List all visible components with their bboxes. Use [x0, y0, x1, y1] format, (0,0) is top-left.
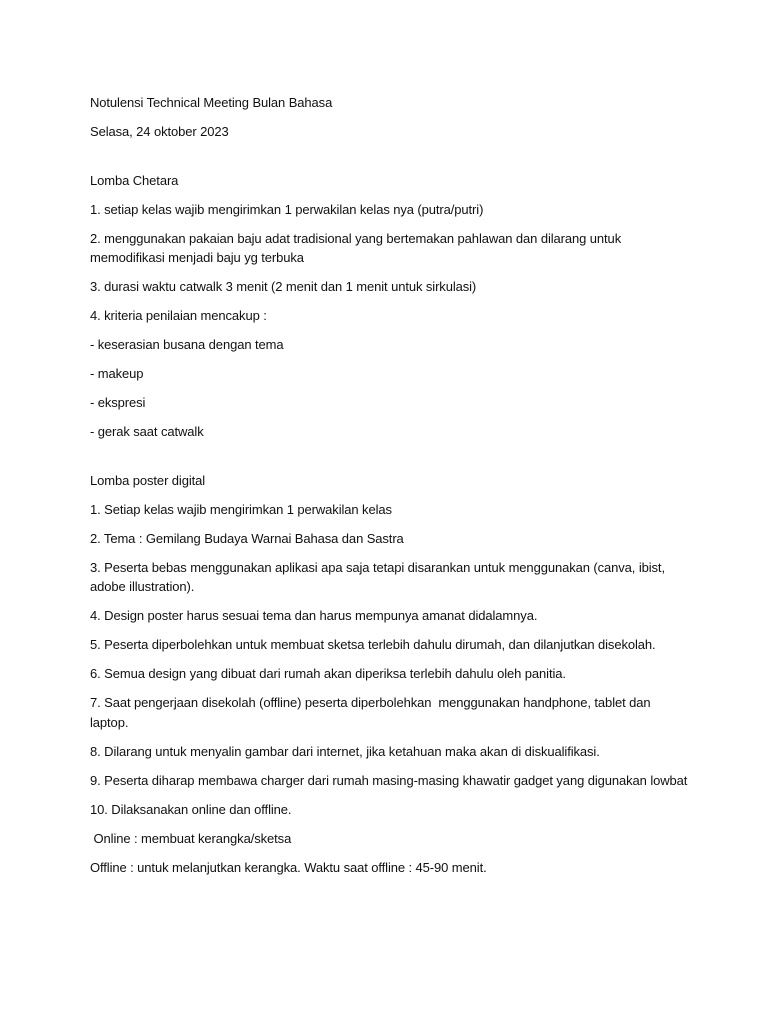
- section-heading: Lomba Chetara: [90, 172, 179, 188]
- list-item: 10. Dilaksanakan online dan offline.: [90, 801, 292, 817]
- list-item: Online : membuat kerangka/sketsa: [90, 830, 292, 846]
- list-item: 9. Peserta diharap membawa charger dari rumah masing-masing khawatir gadget yang digunakan lowbat: [90, 772, 688, 788]
- list-item: 2. menggunakan pakaian baju adat tradisional yang bertemakan pahlawan dan dilarang untuk memodifikasi menjadi baju yg terbuka: [90, 230, 625, 265]
- list-item: 6. Semua design yang dibuat dari rumah akan diperiksa terlebih dahulu oleh panitia.: [90, 666, 566, 681]
- list-item: 8. Dilarang untuk menyalin gambar dari internet, jika ketahuan maka akan di diskualifikasi.: [90, 743, 600, 759]
- list-item: Offline : untuk melanjutkan kerangka. Waktu saat offline : 45-90 menit.: [90, 859, 487, 875]
- document-date: Selasa, 24 oktober 2023: [90, 124, 229, 139]
- list-item: - gerak saat catwalk: [90, 424, 204, 439]
- list-item: - keserasian busana dengan tema: [90, 337, 284, 352]
- document-title: Notulensi Technical Meeting Bulan Bahasa: [90, 95, 333, 110]
- list-item: 5. Peserta diperbolehkan untuk membuat sketsa terlebih dahulu dirumah, dan dilanjutkan disekolah.: [90, 637, 656, 652]
- list-item: 1. Setiap kelas wajib mengirimkan 1 perwakilan kelas: [90, 501, 392, 517]
- list-item: 7. Saat pengerjaan disekolah (offline) peserta diperbolehkan menggunakan handphone, tablet dan laptop.: [90, 695, 655, 730]
- list-item: - makeup: [90, 366, 144, 381]
- list-item: 3. durasi waktu catwalk 3 menit (2 menit dan 1 menit untuk sirkulasi): [90, 279, 477, 294]
- section-heading: Lomba poster digital: [90, 472, 206, 488]
- list-item: 4. kriteria penilaian mencakup :: [90, 308, 267, 323]
- list-item: 2. Tema : Gemilang Budaya Warnai Bahasa dan Sastra: [90, 530, 404, 546]
- list-item: 4. Design poster harus sesuai tema dan harus mempunya amanat didalamnya.: [90, 608, 538, 623]
- document-body: [90, 93, 690, 887]
- list-item: 1. setiap kelas wajib mengirimkan 1 perwakilan kelas nya (putra/putri): [90, 201, 484, 217]
- list-item: 3. Peserta bebas menggunakan aplikasi apa saja tetapi disarankan untuk menggunakan (canva, ibist, adobe illustration).: [90, 559, 669, 594]
- list-item: - ekspresi: [90, 395, 146, 410]
